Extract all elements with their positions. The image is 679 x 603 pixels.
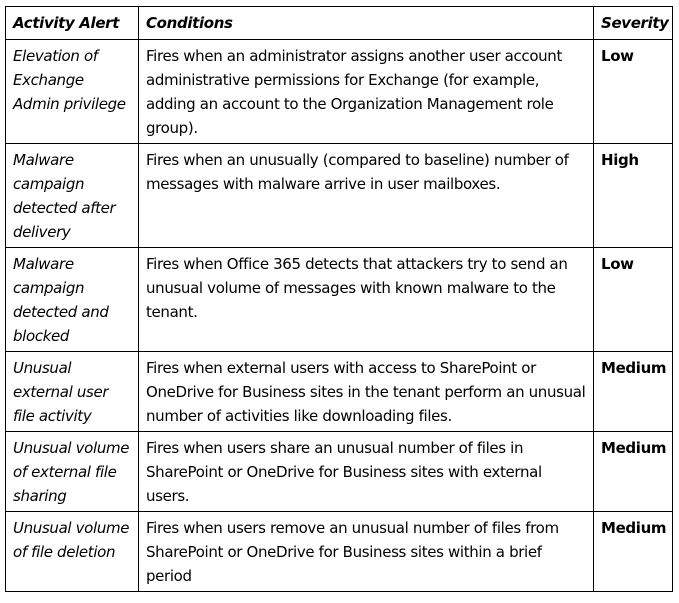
table-row	[6, 144, 673, 248]
activity-alerts-table	[5, 6, 673, 592]
alert-severity: Medium	[594, 352, 673, 432]
alert-conditions: Fires when external users with access to SharePoint or OneDrive for Business sites in the tenant perform an unusual number of activities like downloading files.	[139, 352, 594, 432]
alert-severity: Low	[594, 40, 673, 144]
alert-severity: Medium	[594, 432, 673, 512]
alert-name: Unusual volume of file deletion	[6, 512, 139, 592]
alert-name: Malware campaign detected after delivery	[6, 144, 139, 248]
table-row	[6, 512, 673, 592]
alert-conditions: Fires when Office 365 detects that attackers try to send an unusual volume of messages with known malware to the tenant.	[139, 248, 594, 352]
alert-conditions: Fires when users remove an unusual number of files from SharePoint or OneDrive for Business sites within a brief period	[139, 512, 594, 592]
header-activity-alert: Activity Alert	[6, 7, 139, 40]
table-row	[6, 352, 673, 432]
alert-name: Elevation of Exchange Admin privilege	[6, 40, 139, 144]
table-row	[6, 248, 673, 352]
alert-conditions: Fires when users share an unusual number of files in SharePoint or OneDrive for Business sites with external users.	[139, 432, 594, 512]
alert-name: Unusual volume of external file sharing	[6, 432, 139, 512]
header-conditions: Conditions	[139, 7, 594, 40]
alert-name: Unusual external user file activity	[6, 352, 139, 432]
table-row	[6, 40, 673, 144]
alert-severity: Low	[594, 248, 673, 352]
table-header-row	[6, 7, 673, 40]
alert-conditions: Fires when an administrator assigns another user account administrative permissions for Exchange (for example, adding an account to the Organization Management role group).	[139, 40, 594, 144]
header-severity: Severity	[594, 7, 673, 40]
alert-name: Malware campaign detected and blocked	[6, 248, 139, 352]
alert-conditions: Fires when an unusually (compared to baseline) number of messages with malware arrive in user mailboxes.	[139, 144, 594, 248]
table-row	[6, 432, 673, 512]
alert-severity: High	[594, 144, 673, 248]
alert-severity: Medium	[594, 512, 673, 592]
